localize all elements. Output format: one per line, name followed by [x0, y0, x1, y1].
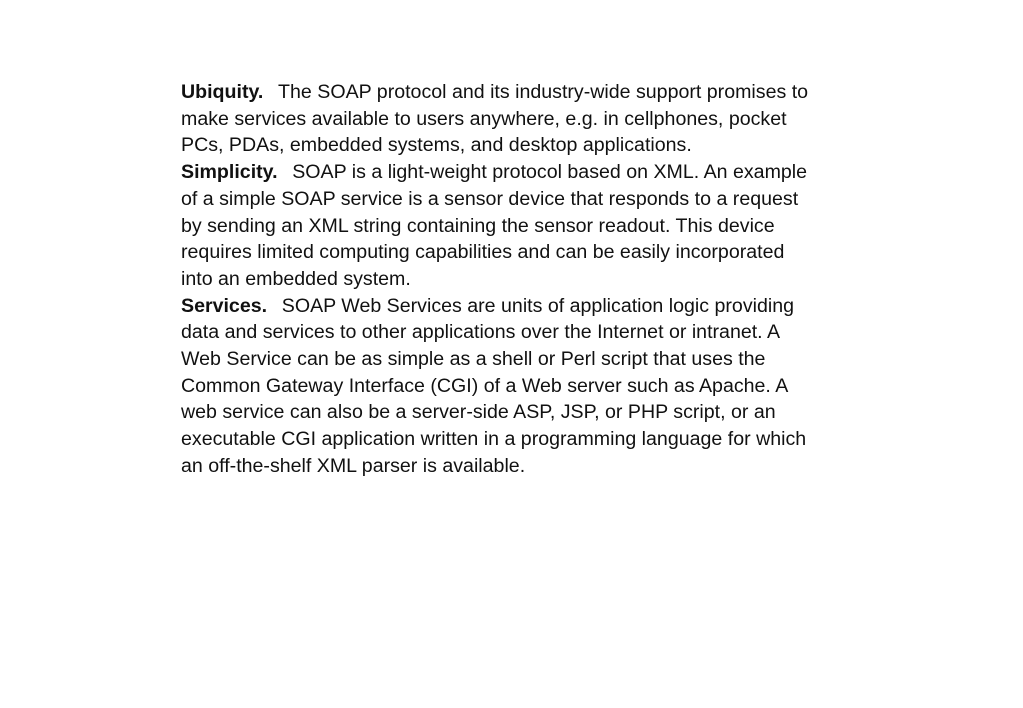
paragraph-term: Simplicity. — [181, 161, 278, 184]
paragraph-term: Ubiquity. — [181, 81, 264, 103]
paragraph-ubiquity — [181, 79, 821, 159]
paragraph-services — [181, 293, 821, 480]
paragraph-text: SOAP is a light-weight protocol based on XML. An example of a simple SOAP service is a sensor device that responds to a request by sending an XML string containing the sensor readout. This device requires limited computing capabilities and can be easily incorporated into an embedded system. — [181, 161, 808, 290]
paragraph-term: Services. — [181, 294, 268, 317]
text-block — [181, 79, 821, 480]
paragraph-text: SOAP Web Services are units of application logic providing data and services to other applications over the Internet or intranet. A Web Service can be as simple as a shell or Perl script that uses the Common Gateway Interface (CGI) of a Web server such as Apache. A web service can also be a server-side ASP, JSP, or PHP script, or an executable CGI application written in a programming language for which an off-the-shelf XML parser is available. — [181, 294, 807, 477]
paragraph-text: The SOAP protocol and its industry-wide support promises to make services available to users anywhere, e.g. in cellphones, pocket PCs, PDAs, embedded systems, and desktop applications. — [181, 81, 809, 157]
paragraph-simplicity — [181, 159, 821, 293]
